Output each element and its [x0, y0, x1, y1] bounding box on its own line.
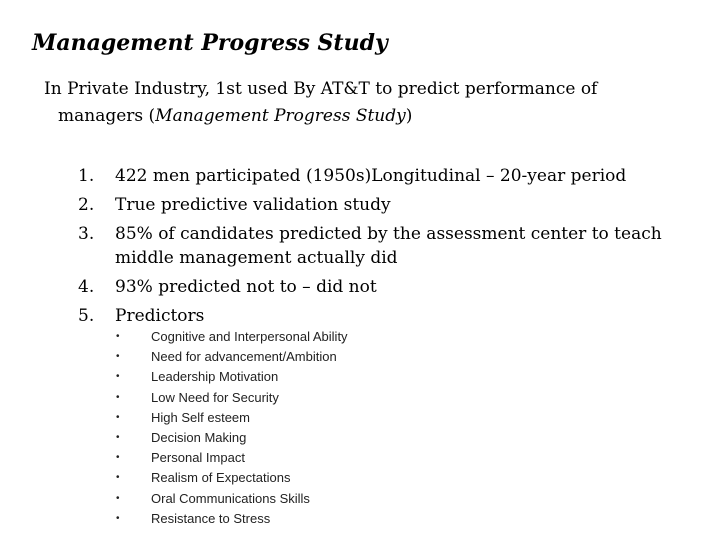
predictor-item: • Need for advancement/Ambition	[116, 347, 348, 367]
bullet-icon: •	[116, 512, 120, 524]
numbered-list	[78, 162, 698, 331]
list-text: Predictors	[115, 306, 205, 326]
list-item	[78, 191, 698, 220]
predictor-item: • Low Need for Security	[116, 388, 348, 408]
predictor-item: • Oral Communications Skills	[116, 489, 348, 509]
bullet-icon: •	[116, 452, 120, 464]
list-text-continued: middle management actually did	[115, 248, 398, 268]
bullet-icon: •	[116, 472, 120, 484]
predictor-item: • Leadership Motivation	[116, 367, 348, 387]
list-text: 85% of candidates predicted by the assessment center to teach	[115, 224, 662, 244]
list-text: 422 men participated (1950s)Longitudinal – 20-year period	[115, 166, 627, 186]
predictor-item: • Realism of Expectations	[116, 468, 348, 488]
intro-paragraph	[44, 76, 684, 130]
bullet-icon: •	[116, 351, 120, 363]
predictor-item: • Personal Impact	[116, 448, 348, 468]
predictor-item: • Cognitive and Interpersonal Ability	[116, 327, 348, 347]
intro-line-1: In Private Industry, 1st used By AT&T to predict performance of	[44, 79, 598, 99]
list-item	[78, 273, 698, 302]
bullet-icon: •	[116, 432, 120, 444]
list-number: 2.	[78, 195, 95, 215]
bullet-icon: •	[116, 371, 120, 383]
predictor-item: • High Self esteem	[116, 408, 348, 428]
predictors-list	[116, 327, 348, 529]
bullet-icon: •	[116, 492, 120, 504]
intro-line-2: managers (Management Progress Study)	[58, 106, 413, 126]
bullet-icon: •	[116, 411, 120, 423]
page-title: Management Progress Study	[32, 30, 388, 56]
list-number: 3.	[78, 224, 95, 244]
predictor-item: • Decision Making	[116, 428, 348, 448]
bullet-icon: •	[116, 331, 120, 342]
list-number: 5.	[78, 306, 95, 326]
list-item	[78, 220, 698, 270]
list-text: 93% predicted not to – did not	[115, 277, 377, 297]
list-text: True predictive validation study	[115, 195, 391, 215]
predictor-item: • Resistance to Stress	[116, 509, 348, 529]
bullet-icon: •	[116, 391, 120, 403]
list-number: 4.	[78, 277, 95, 297]
study-name-italic: Management Progress Study	[155, 106, 406, 126]
list-number: 1.	[78, 166, 95, 186]
list-item	[78, 162, 698, 191]
